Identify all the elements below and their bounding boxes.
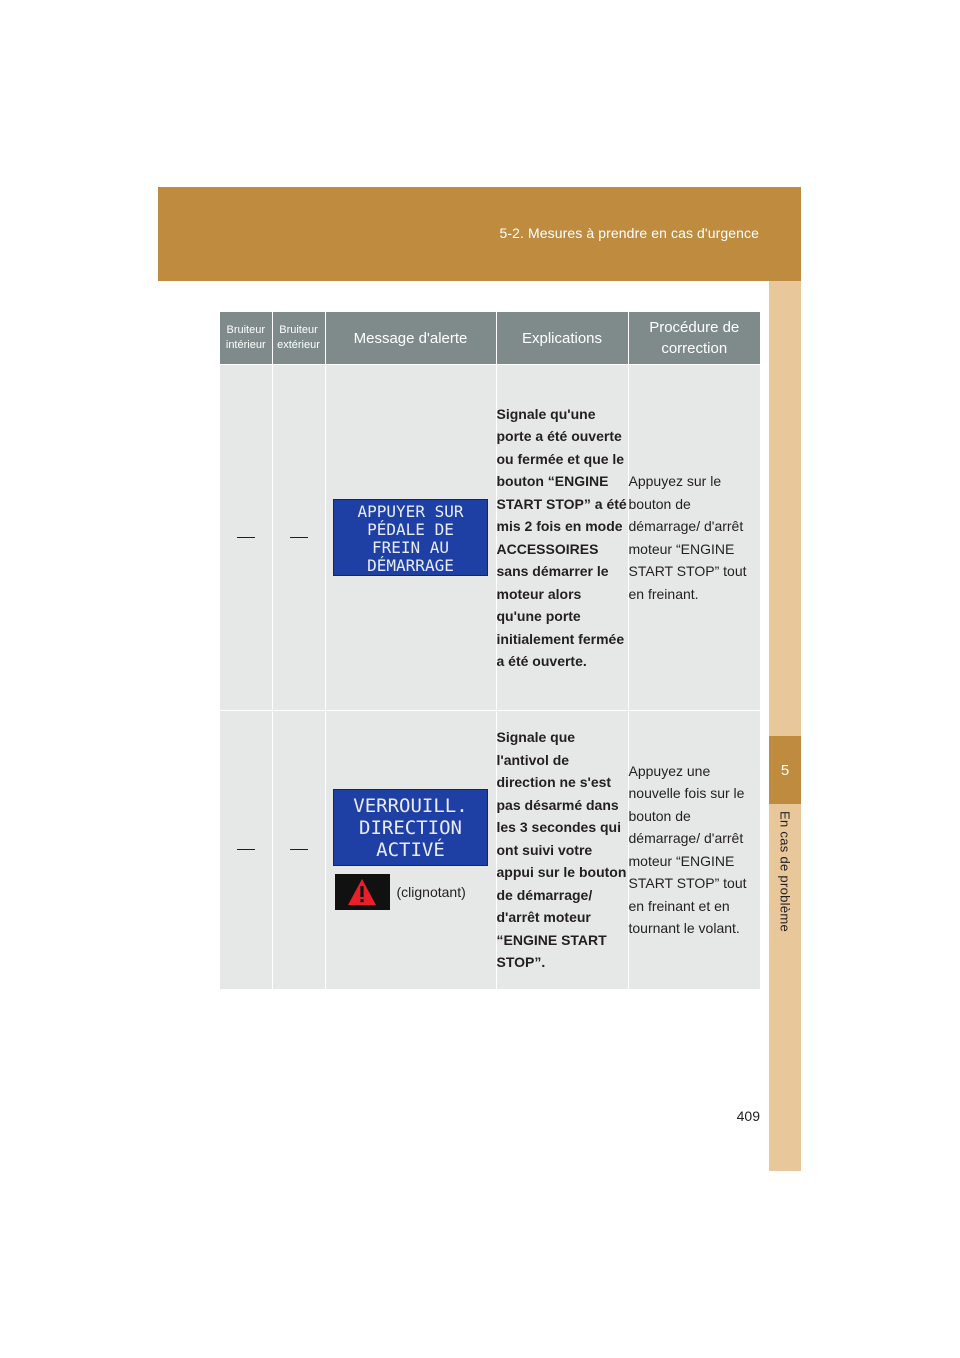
section-header-band	[158, 187, 801, 281]
warning-indicator	[335, 874, 496, 910]
procedure-cell: Appuyez une nouvelle fois sur le bouton de démarrage/ d'arrêt moteur “ENGINE START STOP” tout en freinant et en tournant le volant.	[628, 711, 760, 989]
chapter-sidebar	[769, 281, 801, 1171]
page-number: 409	[736, 1108, 760, 1124]
interior-buzzer-cell	[220, 711, 272, 989]
display-line: DIRECTION	[359, 817, 462, 840]
display-line: ACTIVÉ	[376, 839, 445, 862]
exterior-buzzer-cell	[272, 711, 325, 989]
header-exterior-buzzer	[272, 312, 325, 365]
display-line: DÉMARRAGE	[367, 556, 454, 575]
interior-buzzer-cell	[220, 365, 272, 711]
display-line: VERROUILL.	[353, 795, 468, 818]
header-exterior-buzzer-line2: extérieur	[277, 339, 320, 351]
indicator-note: (clignotant)	[396, 884, 466, 901]
header-procedure-line2: correction	[661, 340, 728, 357]
table-row	[220, 365, 760, 711]
warning-message-table	[220, 312, 760, 989]
explanation-cell: Signale qu'une porte a été ouverte ou fermée et que le bouton “ENGINE START STOP” a été mis 2 fois en mode ACCESSOIRES sans démarrer le moteur alors qu'une porte initialement fermée a été ouverte.	[496, 365, 628, 711]
chapter-number-tab: 5	[769, 736, 801, 804]
display-line: APPUYER SUR	[357, 502, 464, 521]
header-procedure	[628, 312, 760, 365]
header-exterior-buzzer-line1: Bruiteur	[279, 323, 318, 336]
table-header-row	[220, 312, 760, 365]
dash-mark	[237, 537, 255, 538]
section-title: 5-2. Mesures à prendre en cas d'urgence	[499, 225, 759, 241]
explanation-cell: Signale que l'antivol de direction ne s'est pas désarmé dans les 3 secondes qui ont suivi votre appui sur le bouton de démarrage/ d'arrêt moteur “ENGINE START STOP”.	[496, 711, 628, 989]
chapter-title: En cas de problème	[777, 811, 793, 933]
warning-triangle-icon	[335, 874, 390, 910]
multi-display-message	[333, 499, 488, 576]
header-interior-buzzer	[220, 312, 272, 365]
dash-mark	[290, 849, 308, 850]
dash-mark	[237, 849, 255, 850]
multi-display-message	[333, 789, 488, 866]
table-row	[220, 711, 760, 989]
header-explanation: Explications	[496, 312, 628, 365]
header-interior-buzzer-line2: intérieur	[225, 339, 266, 351]
procedure-cell: Appuyez sur le bouton de démarrage/ d'arrêt moteur “ENGINE START STOP” tout en freinant.	[628, 365, 760, 711]
display-line: FREIN AU	[371, 538, 450, 557]
message-cell	[325, 711, 496, 989]
header-procedure-line1: Procédure de	[649, 319, 740, 336]
header-message: Message d'alerte	[325, 312, 496, 365]
display-line: PÉDALE DE	[367, 520, 454, 539]
message-cell	[325, 365, 496, 711]
header-interior-buzzer-line1: Bruiteur	[226, 323, 266, 336]
dash-mark	[290, 537, 308, 538]
exterior-buzzer-cell	[272, 365, 325, 711]
